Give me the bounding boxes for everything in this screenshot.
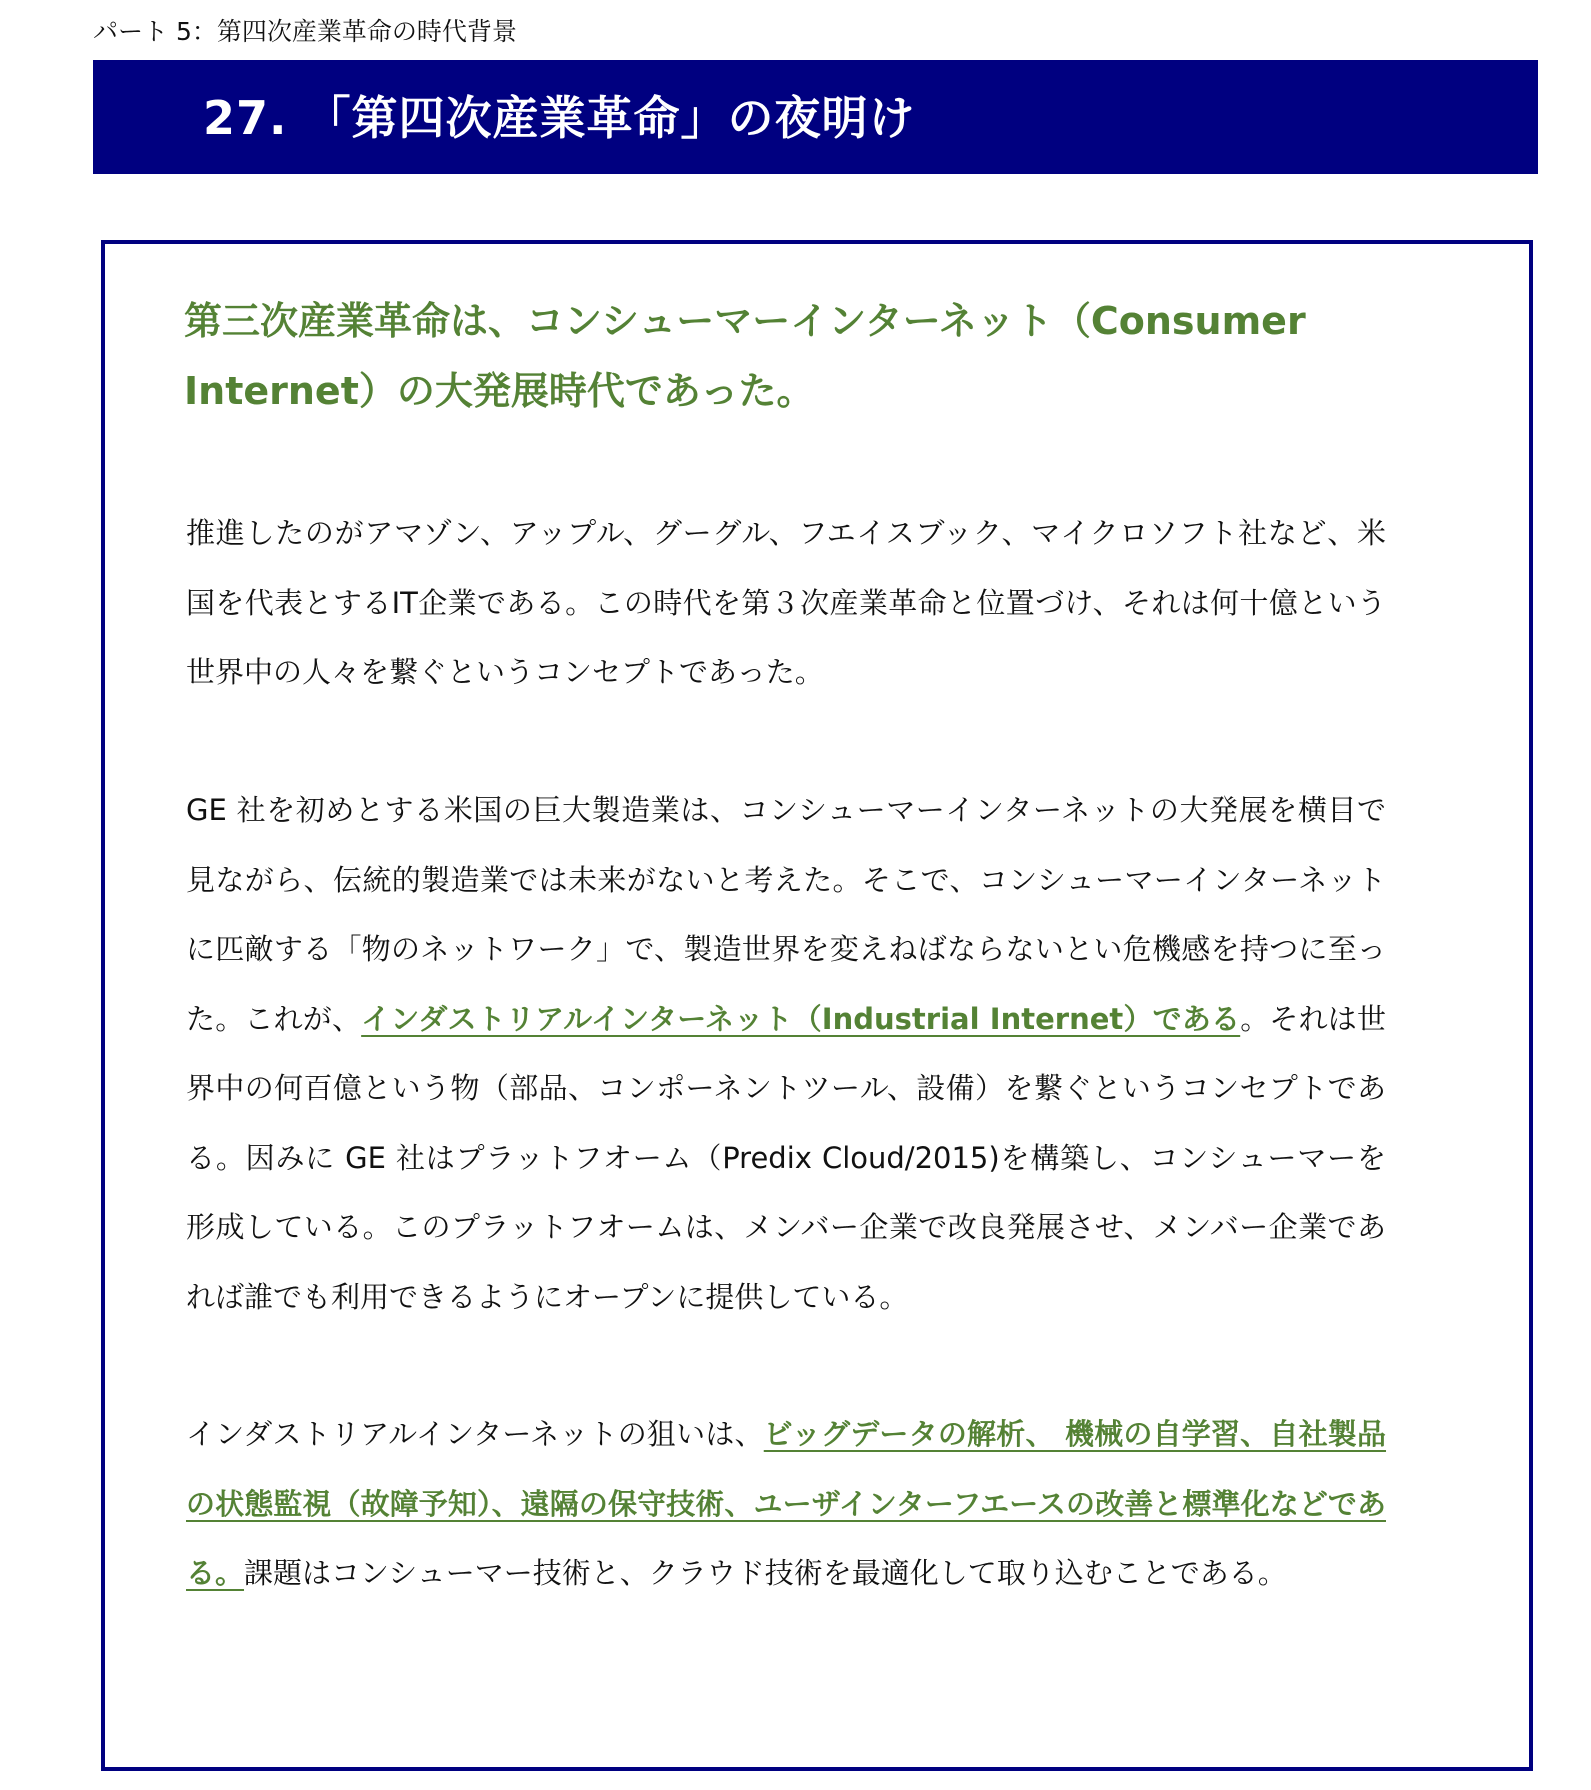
paragraph-3-text-before: インダストリアルインターネットの狙いは、 <box>186 1417 764 1451</box>
part-label: パート 5：第四次産業革命の時代背景 <box>93 17 517 46</box>
page-title: 27. 「第四次産業革命」の夜明け <box>203 91 916 145</box>
title-band <box>93 60 1538 174</box>
paragraph-2-text-after: 。それは世界中の何百億という物（部品、コンポーネントツール、設備）を繋ぐというコンセプトである。因みに GE 社はプラットフオーム（Predix Cloud/2015)を構築し、コンシューマーを形成している。このプラットフオームは、メンバー企業で改良発展させ、メンバー企業であれば誰でも利用できるようにオープンに提供している。 <box>186 1001 1386 1314</box>
paragraph-2 <box>186 776 1386 1332</box>
paragraph-3 <box>186 1400 1386 1609</box>
aims-link[interactable]: ビッグデータの解析、 機械の自学習、自社製品の状態監視（故障予知）、遠隔の保守技術、ユーザインターフエースの改善と標準化などである。 <box>186 1417 1387 1590</box>
lead-statement: 第三次産業革命は、コンシューマーインターネット（Consumer Internet）の大発展時代であった。 <box>184 299 1306 413</box>
paragraph-1: 推進したのがアマゾン、アップル、グーグル、フエイスブック、マイクロソフト社など、米国を代表とするIT企業である。この時代を第３次産業革命と位置づけ、それは何十億という世界中の人々を繋ぐというコンセプトであった。 <box>186 516 1386 689</box>
paragraph-2-text-before: GE 社を初めとする米国の巨大製造業は、コンシューマーインターネットの大発展を横目で見ながら、伝統的製造業では未来がないと考えた。そこで、コンシューマーインターネットに匹敵する「物のネットワーク」で、製造世界を変えねばならないとい危機感を持つに至った。これが、 <box>186 793 1386 1036</box>
paragraph-3-text-after: 課題はコンシューマー技術と、クラウド技術を最適化して取り込むことである。 <box>244 1556 1287 1590</box>
industrial-internet-link[interactable]: インダストリアルインターネット（Industrial Internet）である <box>361 1001 1241 1036</box>
